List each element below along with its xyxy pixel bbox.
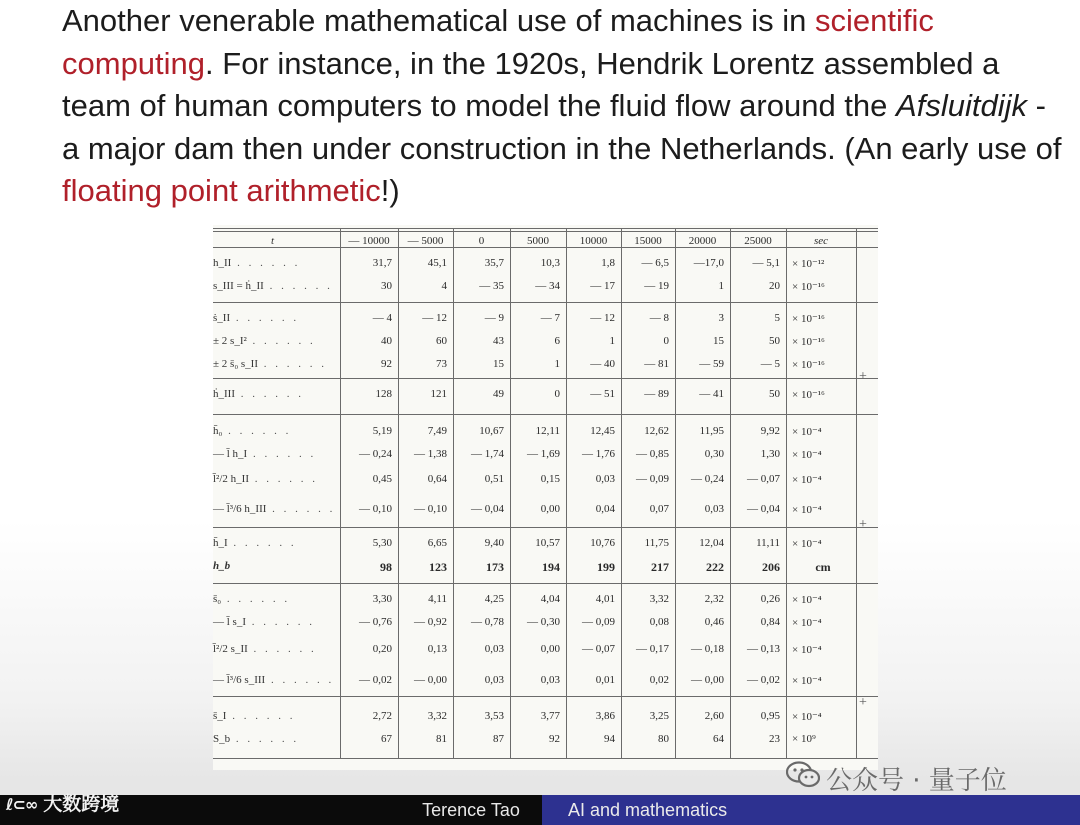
row-label-text: ± 2 s̄₀ s_II (213, 358, 259, 370)
table-cell: 11,11 (756, 537, 780, 549)
table-cell: 0,03 (595, 473, 615, 485)
table-row-label (213, 537, 337, 549)
table-column-rule (786, 228, 787, 758)
table-cell: 0 (663, 335, 669, 347)
table-group-rule (213, 583, 878, 584)
row-label-text: — l̄³/6 h_III (213, 503, 267, 515)
leader-dots: . . . . . . (246, 335, 316, 347)
table-cell: 0,03 (484, 674, 504, 686)
table-cell: × 10⁻⁴ (792, 644, 822, 656)
watermark-text: 公众号 · 量子位 (826, 766, 1007, 796)
table-cell: — 0,02 (747, 674, 780, 686)
table-row-label (213, 448, 337, 460)
table-cell: — 0,78 (471, 616, 504, 628)
table-column-rule (398, 228, 399, 758)
table-cell: 3,77 (540, 710, 560, 722)
table-cell: — 1,76 (582, 448, 615, 460)
table-row-label (213, 503, 337, 515)
table-cell: 30 (381, 280, 392, 292)
table-cell: 12,11 (535, 425, 560, 437)
table-cell: 50 (769, 335, 780, 347)
lorentz-data-table (213, 225, 878, 770)
table-cell: — 59 (699, 358, 724, 370)
table-column-rule (510, 228, 511, 758)
table-cell: × 10⁻¹⁶ (792, 336, 825, 348)
table-row-label (213, 358, 337, 370)
afsluitdijk-italic: Afsluitdijk (896, 88, 1027, 124)
leader-dots: . . . . . . (265, 674, 335, 686)
table-header-cell: sec (813, 235, 829, 247)
leader-dots: . . . . . . (227, 537, 297, 549)
table-cell: — 0,07 (747, 473, 780, 485)
table-cell: — 0,92 (414, 616, 447, 628)
table-cell: 0,07 (649, 503, 669, 515)
row-label-text: l̄²/2 s_II (213, 643, 248, 655)
table-cell: × 10⁻⁴ (792, 474, 822, 486)
table-column-rule (730, 228, 731, 758)
table-cell: 3,86 (595, 710, 615, 722)
table-cell: 0,04 (595, 503, 615, 515)
table-cell: 4,01 (595, 593, 615, 605)
table-cell: × 10⁻¹⁶ (792, 389, 825, 401)
row-label-text: ṡ_II (213, 312, 231, 324)
table-cell: 0,84 (760, 616, 780, 628)
table-cell: — 0,04 (471, 503, 504, 515)
table-cell: — 0,00 (691, 674, 724, 686)
table-cell: — 0,09 (582, 616, 615, 628)
table-cell: 0,00 (540, 503, 560, 515)
table-cell: 80 (658, 733, 669, 745)
table-cell: 4 (441, 280, 447, 292)
table-cell: 60 (436, 335, 447, 347)
table-cell: 4,11 (428, 593, 447, 605)
table-cell: × 10⁻⁴ (792, 711, 822, 723)
table-cell: 40 (381, 335, 392, 347)
table-cell: — 40 (590, 358, 615, 370)
leader-dots: . . . . . . (266, 503, 336, 515)
table-cell: × 10⁻¹⁶ (792, 359, 825, 371)
table-top-rule-2 (213, 231, 878, 232)
highlight-scientific-computing: scientific computing (62, 3, 934, 81)
intro-text-3: - a major dam then under construction in the Netherlands. (An early use of (62, 88, 1062, 166)
table-cell: — 12 (422, 312, 447, 324)
table-cell: 173 (486, 560, 504, 574)
table-cell: 92 (549, 733, 560, 745)
table-cell: 0,51 (484, 473, 504, 485)
table-cell: 45,1 (427, 257, 447, 269)
table-cell: 15 (713, 335, 724, 347)
table-cell: — 0,10 (414, 503, 447, 515)
intro-text-4: !) (380, 173, 400, 209)
plus-mark: + (859, 369, 867, 384)
table-cell: 3,32 (427, 710, 447, 722)
table-cell: 7,49 (427, 425, 447, 437)
row-label-text: ± 2 s_I² (213, 335, 247, 347)
row-label-text: — l̄ s_I (213, 616, 246, 628)
table-cell: 217 (651, 560, 669, 574)
table-cell: 3,25 (649, 710, 669, 722)
table-row-label (213, 280, 337, 292)
table-cell: 0,03 (540, 674, 560, 686)
table-cell: 35,7 (484, 257, 504, 269)
table-cell: — 51 (590, 388, 615, 400)
leader-dots: . . . . . . (222, 425, 292, 437)
row-label-text: s_III = ḣ_II (213, 280, 264, 292)
footer-title: AI and mathematics (542, 795, 1080, 825)
table-cell: 1 (609, 335, 615, 347)
table-cell: 121 (430, 388, 447, 400)
table-cell: 3 (718, 312, 724, 324)
table-cell: — 4 (372, 312, 392, 324)
table-cell: 0,03 (484, 643, 504, 655)
table-header-cell: 25000 (744, 235, 772, 247)
table-cell: — 0,04 (747, 503, 780, 515)
table-cell: 10,57 (535, 537, 560, 549)
table-cell: × 10⁻¹⁶ (792, 313, 825, 325)
table-cell: 15 (493, 358, 504, 370)
intro-text-1: Another venerable mathematical use of machines is in (62, 3, 816, 38)
leader-dots: . . . . . . (258, 358, 328, 370)
table-header-cell: 5000 (527, 235, 549, 247)
brand-left-text: 大数跨境 (43, 793, 120, 815)
table-cell: × 10⁻⁴ (792, 675, 822, 687)
table-cell: × 10⁻⁴ (792, 426, 822, 438)
brand-logo-icon: ℓ⊂∞ (6, 795, 38, 814)
table-cell: × 10⁻⁴ (792, 617, 822, 629)
table-group-rule (213, 527, 878, 528)
table-cell: 0,20 (372, 643, 392, 655)
table-cell: — 1,69 (527, 448, 560, 460)
table-cell: 12,04 (699, 537, 724, 549)
table-cell: — 19 (644, 280, 669, 292)
table-row-label (213, 674, 337, 686)
table-cell: 12,45 (590, 425, 615, 437)
table-cell: 11,75 (644, 537, 669, 549)
table-cell: — 0,13 (747, 643, 780, 655)
footer-author: Terence Tao (400, 795, 542, 825)
table-cell: — 89 (644, 388, 669, 400)
table-cell: 49 (493, 388, 504, 400)
table-header-cell: 0 (478, 235, 485, 247)
table-row-label (213, 616, 337, 628)
table-cell: 0,13 (427, 643, 447, 655)
intro-text-2: . For instance, in the 1920s, Hendrik Lorentz assembled a team of human computers to model the fluid flow around the (62, 45, 1000, 124)
row-label-text: h_II (213, 257, 232, 269)
table-cell: × 10⁻⁴ (792, 538, 822, 550)
table-row-label (213, 388, 337, 400)
table-column-rule (566, 228, 567, 758)
table-cell: — 0,00 (414, 674, 447, 686)
table-cell: 0,26 (760, 593, 780, 605)
table-group-rule (213, 758, 878, 759)
table-cell: 3,32 (649, 593, 669, 605)
row-label-text: S_b (213, 733, 231, 745)
table-cell: — 35 (479, 280, 504, 292)
table-cell: × 10⁻⁴ (792, 594, 822, 606)
table-cell: 98 (380, 560, 392, 574)
table-cell: 0,30 (704, 448, 724, 460)
table-cell: —17,0 (693, 257, 724, 269)
row-label-text: s̄₀ (213, 593, 222, 605)
table-cell: 5,30 (372, 537, 392, 549)
table-cell: — 8 (649, 312, 669, 324)
table-cell: — 5,1 (752, 257, 780, 269)
table-cell: 1,8 (601, 257, 615, 269)
table-cell: × 10⁹ (792, 733, 816, 745)
table-cell: — 1,38 (414, 448, 447, 460)
table-header-cell: 10000 (579, 235, 608, 247)
table-row-label (213, 733, 337, 745)
table-group-rule (213, 414, 878, 415)
table-cell: — 0,17 (636, 643, 669, 655)
table-cell: 6 (554, 335, 560, 347)
leader-dots: . . . . . . (247, 448, 317, 460)
table-row-label (213, 335, 337, 347)
table-cell: — 0,24 (691, 473, 724, 485)
table-group-rule (213, 247, 878, 248)
table-cell: 1 (554, 358, 560, 370)
table-cell: 0,46 (704, 616, 724, 628)
table-cell: — 0,02 (359, 674, 392, 686)
table-row-label (213, 710, 337, 722)
table-cell: — 5 (760, 358, 780, 370)
table-row-label (213, 593, 337, 605)
row-label-text: — l̄³/6 s_III (213, 674, 266, 686)
table-cell: 222 (706, 560, 724, 574)
table-cell: — 12 (590, 312, 615, 324)
table-header-cell: t (271, 235, 275, 247)
table-cell: × 10⁻¹⁶ (792, 281, 825, 293)
table-cell: — 1,74 (471, 448, 504, 460)
leader-dots: . . . . . . (247, 643, 317, 655)
table-column-rule (340, 228, 341, 758)
table-cell: 67 (381, 733, 392, 745)
table-cell: 9,40 (484, 537, 504, 549)
table-cell: 3,30 (372, 593, 392, 605)
table-cell: 206 (762, 560, 780, 574)
table-cell: 123 (429, 560, 447, 574)
row-label-text: h̄_I (213, 537, 228, 549)
table-header-cell: 20000 (688, 235, 717, 247)
table-header-cell: — 10000 (348, 235, 390, 247)
brand-left-watermark (6, 789, 119, 816)
slide-footer (0, 795, 1080, 825)
table-cell: 0,00 (540, 643, 560, 655)
table-cell: 5,19 (372, 425, 392, 437)
table-row-label (213, 643, 337, 655)
table-header-cell: 15000 (634, 235, 662, 247)
leader-dots: . . . . . . (263, 280, 333, 292)
table-cell: 0,45 (372, 473, 392, 485)
table-cell: 1,30 (760, 448, 780, 460)
table-cell: 0 (554, 388, 560, 400)
table-cell: — 0,18 (691, 643, 724, 655)
table-cell: — 0,07 (582, 643, 615, 655)
table-cell: × 10⁻⁴ (792, 504, 822, 516)
table-cell: 0,64 (427, 473, 447, 485)
table-cell: 73 (436, 358, 447, 370)
plus-mark: + (859, 517, 867, 532)
table-cell: 12,62 (644, 425, 669, 437)
table-column-rule (675, 228, 676, 758)
table-cell: 94 (604, 733, 615, 745)
highlight-floating-point: floating point arithmetic (62, 173, 381, 209)
row-label-text: h̄₀ (213, 425, 223, 437)
table-cell: 64 (713, 733, 724, 745)
leader-dots: . . . . . . (221, 593, 291, 605)
table-row-label (213, 473, 337, 485)
row-label-text: h_b (213, 560, 231, 572)
table-cell: 0,08 (649, 616, 669, 628)
table-cell: cm (815, 560, 831, 574)
leader-dots: . . . . . . (249, 473, 318, 485)
table-cell: 199 (597, 560, 615, 574)
table-cell: 10,76 (590, 537, 615, 549)
table-top-rule (213, 228, 878, 229)
table-cell: — 0,30 (527, 616, 560, 628)
table-cell: 81 (436, 733, 447, 745)
table-cell: 194 (542, 560, 560, 574)
leader-dots: . . . . . . (231, 257, 301, 269)
row-label-text: l̄²/2 h_II (213, 473, 249, 485)
table-cell: — 81 (644, 358, 669, 370)
table-cell: 4,04 (540, 593, 560, 605)
table-cell: — 0,76 (359, 616, 392, 628)
table-cell: × 10⁻¹² (792, 258, 825, 270)
wechat-icon (786, 761, 826, 795)
table-cell: 2,72 (372, 710, 392, 722)
table-cell: 31,7 (372, 257, 392, 269)
table-group-rule (213, 696, 878, 697)
table-column-rule (856, 228, 857, 758)
leader-dots: . . . . . . (246, 616, 315, 628)
table-cell: 87 (493, 733, 504, 745)
table-cell: — 0,10 (359, 503, 392, 515)
table-cell: 92 (381, 358, 392, 370)
table-cell: 3,53 (484, 710, 504, 722)
wechat-watermark (786, 760, 1007, 797)
plus-mark: + (859, 695, 867, 710)
table-cell: 1 (718, 280, 724, 292)
table-cell: — 9 (484, 312, 504, 324)
row-label-text: — l̄ h_I (213, 448, 248, 460)
table-cell: 6,65 (427, 537, 447, 549)
table-group-rule (213, 302, 878, 303)
table-cell: 0,02 (649, 674, 669, 686)
table-row-label (213, 312, 337, 324)
table-cell: — 41 (699, 388, 724, 400)
table-cell: 5 (774, 312, 780, 324)
table-cell: 23 (769, 733, 780, 745)
intro-paragraph (62, 0, 1062, 213)
table-cell: — 6,5 (641, 257, 669, 269)
table-cell: 128 (375, 388, 392, 400)
table-cell: 0,15 (540, 473, 560, 485)
table-row-label (213, 560, 337, 572)
table-cell: — 17 (590, 280, 615, 292)
table-cell: 11,95 (699, 425, 724, 437)
table-cell: — 7 (540, 312, 560, 324)
leader-dots: . . . . . . (235, 388, 304, 400)
table-cell: 10,3 (540, 257, 560, 269)
table-cell: 0,95 (760, 710, 780, 722)
row-label-text: ḣ_III (213, 388, 235, 400)
table-cell: 2,60 (704, 710, 724, 722)
table-cell: 0,03 (704, 503, 724, 515)
row-label-text: s̄_I (213, 710, 227, 722)
table-column-rule (453, 228, 454, 758)
table-row-label (213, 257, 337, 269)
table-cell: 10,67 (479, 425, 504, 437)
table-cell: — 0,09 (636, 473, 669, 485)
leader-dots: . . . . . . (230, 312, 300, 324)
table-cell: × 10⁻⁴ (792, 449, 822, 461)
table-cell: 2,32 (704, 593, 724, 605)
table-cell: 43 (493, 335, 504, 347)
table-row-label (213, 425, 337, 437)
table-column-rule (621, 228, 622, 758)
table-cell: — 34 (535, 280, 560, 292)
table-cell: 9,92 (760, 425, 780, 437)
leader-dots: . . . . . . (226, 710, 296, 722)
leader-dots: . . . . . . (230, 733, 300, 745)
table-header-cell: — 5000 (407, 235, 444, 247)
table-cell: 4,25 (484, 593, 504, 605)
table-cell: — 0,24 (359, 448, 392, 460)
table-cell: — 0,85 (636, 448, 669, 460)
table-cell: 0,01 (595, 674, 615, 686)
table-group-rule (213, 378, 878, 379)
table-cell: 50 (769, 388, 780, 400)
table-cell: 20 (769, 280, 780, 292)
